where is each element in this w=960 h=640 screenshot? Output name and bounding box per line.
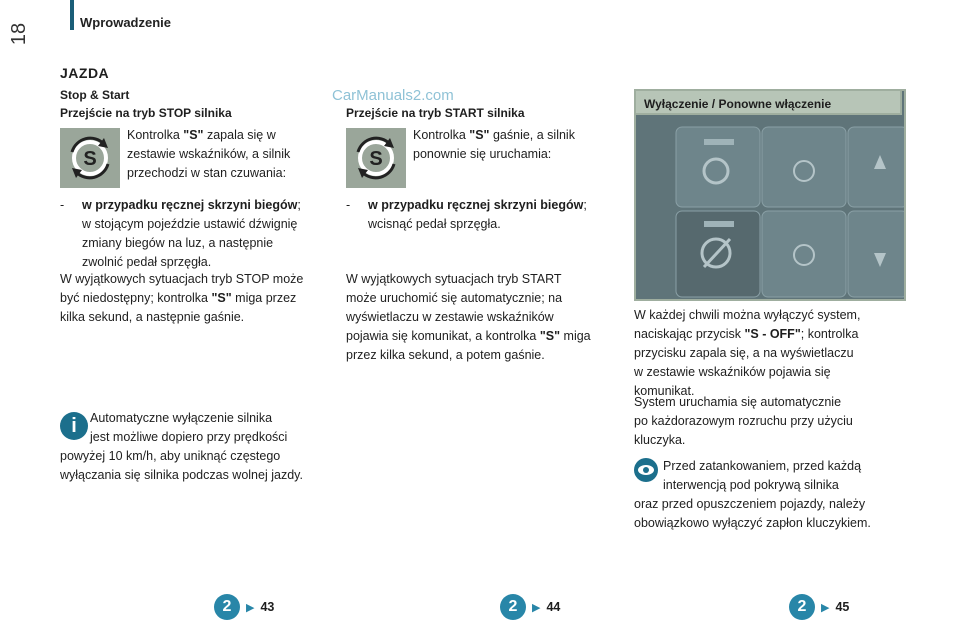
warning-line-2: interwencją pod pokrywą silnika (663, 478, 839, 492)
switch-panel-illustration (634, 89, 906, 301)
header-bar (70, 0, 74, 30)
panel-title: Wyłączenie / Ponowne włączenie (634, 89, 902, 115)
arrow-right-icon: ▶ (246, 601, 255, 614)
page-ref[interactable] (214, 594, 274, 620)
page-ref[interactable] (500, 594, 560, 620)
start-indicator-text: Kontrolka "S" gaśnie, a silnik ponownie się uruchamia: (413, 128, 575, 161)
svg-text:S: S (369, 148, 383, 170)
svg-text:S: S (83, 148, 97, 170)
page-title: JAZDA (60, 65, 110, 81)
start-bullet: - w przypadku ręcznej skrzyni biegów; wcisnąć pedał sprzęgła. (346, 198, 587, 231)
stop-bullet: - w przypadku ręcznej skrzyni biegów; w stojącym pojeździe ustawić dźwignię zmiany biegów na luz, a następnie zwolnić pedał sprzęgła. (60, 198, 301, 269)
warning-line-1: Przed zatankowaniem, przed każdą (663, 459, 862, 473)
arrow-right-icon: ▶ (532, 601, 541, 614)
page-number: 18 (8, 22, 30, 46)
info-line-4: wyłączania się silnika podczas wolnej jazdy. (60, 468, 303, 482)
chapter-badge: 2 (214, 594, 240, 620)
s-indicator-icon (346, 128, 406, 188)
info-line-1: Automatyczne wyłączenie silnika (90, 411, 273, 425)
heading-stop-mode: Przejście na tryb STOP silnika (60, 106, 232, 120)
info-icon: i (60, 412, 88, 440)
page-ref[interactable] (789, 594, 849, 620)
page-ref-number: 43 (260, 600, 275, 614)
disable-paragraph: W każdej chwili można wyłączyć system, naciskając przycisk "S - OFF"; kontrolka przycisku zapala się, a na wyświetlaczu w zestawie wskaźników pojawia się komunikat. (634, 308, 861, 398)
heading-stop-start: Stop & Start (60, 88, 130, 102)
section-title: Wprowadzenie (80, 15, 172, 30)
start-paragraph: W wyjątkowych sytuacjach tryb START może uruchomić się automatycznie; na wyświetlaczu w zestawie wskaźników pojawia się komunikat, a kontrolka "S" miga przez kilka sekund, a potem gaśnie. (346, 272, 591, 362)
eye-warning-icon (634, 458, 658, 482)
chapter-badge: 2 (789, 594, 815, 620)
watermark: CarManuals2.com (332, 87, 454, 104)
s-indicator-icon (60, 128, 120, 188)
stop-paragraph: W wyjątkowych sytuacjach tryb STOP może być niedostępny; kontrolka "S" miga przez kilka sekund, a następnie gaśnie. (60, 272, 304, 324)
info-line-2: jest możliwe dopiero przy prędkości (90, 430, 288, 444)
chapter-badge: 2 (500, 594, 526, 620)
heading-start-mode: Przejście na tryb START silnika (346, 106, 525, 120)
stop-indicator-text: Kontrolka "S" zapala się w zestawie wskaźników, a silnik przechodzi w stan czuwania: (127, 128, 291, 180)
restart-paragraph: System uruchamia się automatycznie po każdorazowym rozruchu przy użyciu kluczyka. (634, 395, 853, 447)
warning-line-3: oraz przed opuszczeniem pojazdy, należy (634, 497, 866, 511)
warning-line-4: obowiązkowo wyłączyć zapłon kluczykiem. (634, 516, 871, 530)
arrow-right-icon: ▶ (821, 601, 830, 614)
page-ref-number: 45 (835, 600, 850, 614)
info-line-3: powyżej 10 km/h, aby uniknąć częstego (60, 449, 281, 463)
page-ref-number: 44 (546, 600, 561, 614)
